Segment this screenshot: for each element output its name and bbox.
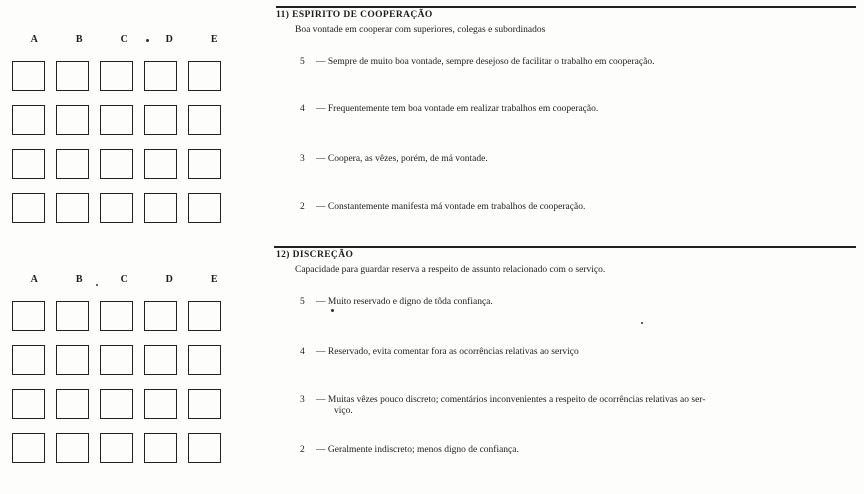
scan-speck	[641, 322, 643, 324]
option-number: 2	[300, 445, 305, 455]
column-letter-c: C	[120, 34, 129, 45]
option-text: Muito reservado e digno de tôda confiança.	[327, 297, 493, 307]
checkbox-e[interactable]	[188, 105, 221, 135]
option-text: Sempre de muito boa vontade, sempre desejoso de facilitar o trabalho em cooperação.	[327, 57, 655, 67]
checkbox-c[interactable]	[100, 389, 133, 419]
grid-column-headers	[12, 34, 237, 50]
checkbox-d[interactable]	[144, 301, 177, 331]
option-text: Muitas vêzes pouco discreto; comentários inconvenientes a respeito de ocorrências relativas ao ser-	[327, 395, 706, 405]
checkbox-e[interactable]	[188, 149, 221, 179]
checkbox-c[interactable]	[100, 301, 133, 331]
checkbox-a[interactable]	[12, 345, 45, 375]
checkbox-b[interactable]	[56, 193, 89, 223]
checkbox-a[interactable]	[12, 61, 45, 91]
option-text: Constantemente manifesta má vontade em trabalhos de cooperação.	[327, 202, 586, 212]
section-divider	[276, 6, 856, 8]
checkbox-d[interactable]	[144, 193, 177, 223]
checkbox-e[interactable]	[188, 301, 221, 331]
column-letter-b: B	[75, 274, 84, 285]
checkbox-b[interactable]	[56, 61, 89, 91]
section-divider	[274, 246, 856, 248]
checkbox-e[interactable]	[188, 389, 221, 419]
checkbox-b[interactable]	[56, 433, 89, 463]
option-text: Frequentemente tem boa vontade em realizar trabalhos em cooperação.	[327, 104, 599, 114]
checkbox-b[interactable]	[56, 301, 89, 331]
checkbox-c[interactable]	[100, 345, 133, 375]
checkbox-c[interactable]	[100, 149, 133, 179]
rating-option-5[interactable]: 5 — Muito reservado e digno de tôda confiança.	[300, 297, 493, 307]
checkbox-c[interactable]	[100, 433, 133, 463]
checkbox-e[interactable]	[188, 61, 221, 91]
option-number: 4	[300, 104, 305, 114]
column-letter-b: B	[75, 34, 84, 45]
checkbox-a[interactable]	[12, 193, 45, 223]
checkbox-e[interactable]	[188, 433, 221, 463]
grid-row	[12, 301, 237, 331]
checkbox-a[interactable]	[12, 433, 45, 463]
column-letter-a: A	[30, 274, 39, 285]
checkbox-c[interactable]	[100, 61, 133, 91]
checkbox-d[interactable]	[144, 433, 177, 463]
option-number: 4	[300, 347, 305, 357]
checkbox-d[interactable]	[144, 61, 177, 91]
checkbox-d[interactable]	[144, 105, 177, 135]
option-number: 3	[300, 154, 305, 164]
rating-option-4[interactable]: 4 — Frequentemente tem boa vontade em realizar trabalhos em cooperação.	[300, 104, 599, 114]
checkbox-a[interactable]	[12, 149, 45, 179]
scan-speck	[331, 309, 334, 312]
grid-row	[12, 105, 237, 135]
rating-grid-discretion	[12, 274, 237, 477]
rating-option-2[interactable]: 2 — Geralmente indiscreto; menos digno de confiança.	[300, 445, 519, 455]
option-text-continuation: viço.	[334, 406, 353, 416]
rating-grid-cooperation	[12, 34, 237, 237]
checkbox-a[interactable]	[12, 389, 45, 419]
scan-speck	[146, 39, 149, 42]
option-text: Reservado, evita comentar fora as ocorrências relativas ao serviço	[327, 347, 579, 357]
checkbox-e[interactable]	[188, 345, 221, 375]
checkbox-d[interactable]	[144, 389, 177, 419]
option-number: 2	[300, 202, 305, 212]
checkbox-b[interactable]	[56, 389, 89, 419]
section-title: 11) ESPIRITO DE COOPERAÇÃO	[276, 10, 433, 20]
option-number: 5	[300, 297, 305, 307]
checkbox-c[interactable]	[100, 193, 133, 223]
rating-option-2[interactable]: 2 — Constantemente manifesta má vontade em trabalhos de cooperação.	[300, 202, 586, 212]
option-text: Geralmente indiscreto; menos digno de confiança.	[327, 445, 519, 455]
checkbox-d[interactable]	[144, 149, 177, 179]
grid-row	[12, 61, 237, 91]
grid-row	[12, 389, 237, 419]
column-letter-d: D	[165, 274, 174, 285]
checkbox-a[interactable]	[12, 105, 45, 135]
column-letter-c: C	[120, 274, 129, 285]
rating-option-3[interactable]: 3 — Muitas vêzes pouco discreto; comentários inconvenientes a respeito de ocorrências relativas ao ser- viço.	[300, 395, 852, 417]
checkbox-e[interactable]	[188, 193, 221, 223]
rating-option-5[interactable]: 5 — Sempre de muito boa vontade, sempre desejoso de facilitar o trabalho em cooperação.	[300, 57, 655, 67]
column-letter-a: A	[30, 34, 39, 45]
checkbox-c[interactable]	[100, 105, 133, 135]
column-letter-e: E	[210, 34, 219, 45]
checkbox-a[interactable]	[12, 301, 45, 331]
grid-row	[12, 433, 237, 463]
grid-row	[12, 149, 237, 179]
grid-column-headers	[12, 274, 237, 290]
option-number: 5	[300, 57, 305, 67]
checkbox-d[interactable]	[144, 345, 177, 375]
rating-option-3[interactable]: 3 — Coopera, as vêzes, porém, de má vontade.	[300, 154, 488, 164]
checkbox-b[interactable]	[56, 149, 89, 179]
grid-row	[12, 193, 237, 223]
section-description: Boa vontade em cooperar com superiores, colegas e subordinados	[295, 25, 546, 35]
column-letter-e: E	[210, 274, 219, 285]
option-number: 3	[300, 395, 305, 405]
scan-speck	[96, 284, 98, 286]
section-title: 12) DISCREÇÃO	[276, 250, 354, 260]
checkbox-b[interactable]	[56, 105, 89, 135]
checkbox-b[interactable]	[56, 345, 89, 375]
grid-row	[12, 345, 237, 375]
section-description: Capacidade para guardar reserva a respeito de assunto relacionado com o serviço.	[295, 265, 606, 275]
rating-option-4[interactable]: 4 — Reservado, evita comentar fora as ocorrências relativas ao serviço	[300, 347, 579, 357]
option-text: Coopera, as vêzes, porém, de má vontade.	[327, 154, 488, 164]
column-letter-d: D	[165, 34, 174, 45]
